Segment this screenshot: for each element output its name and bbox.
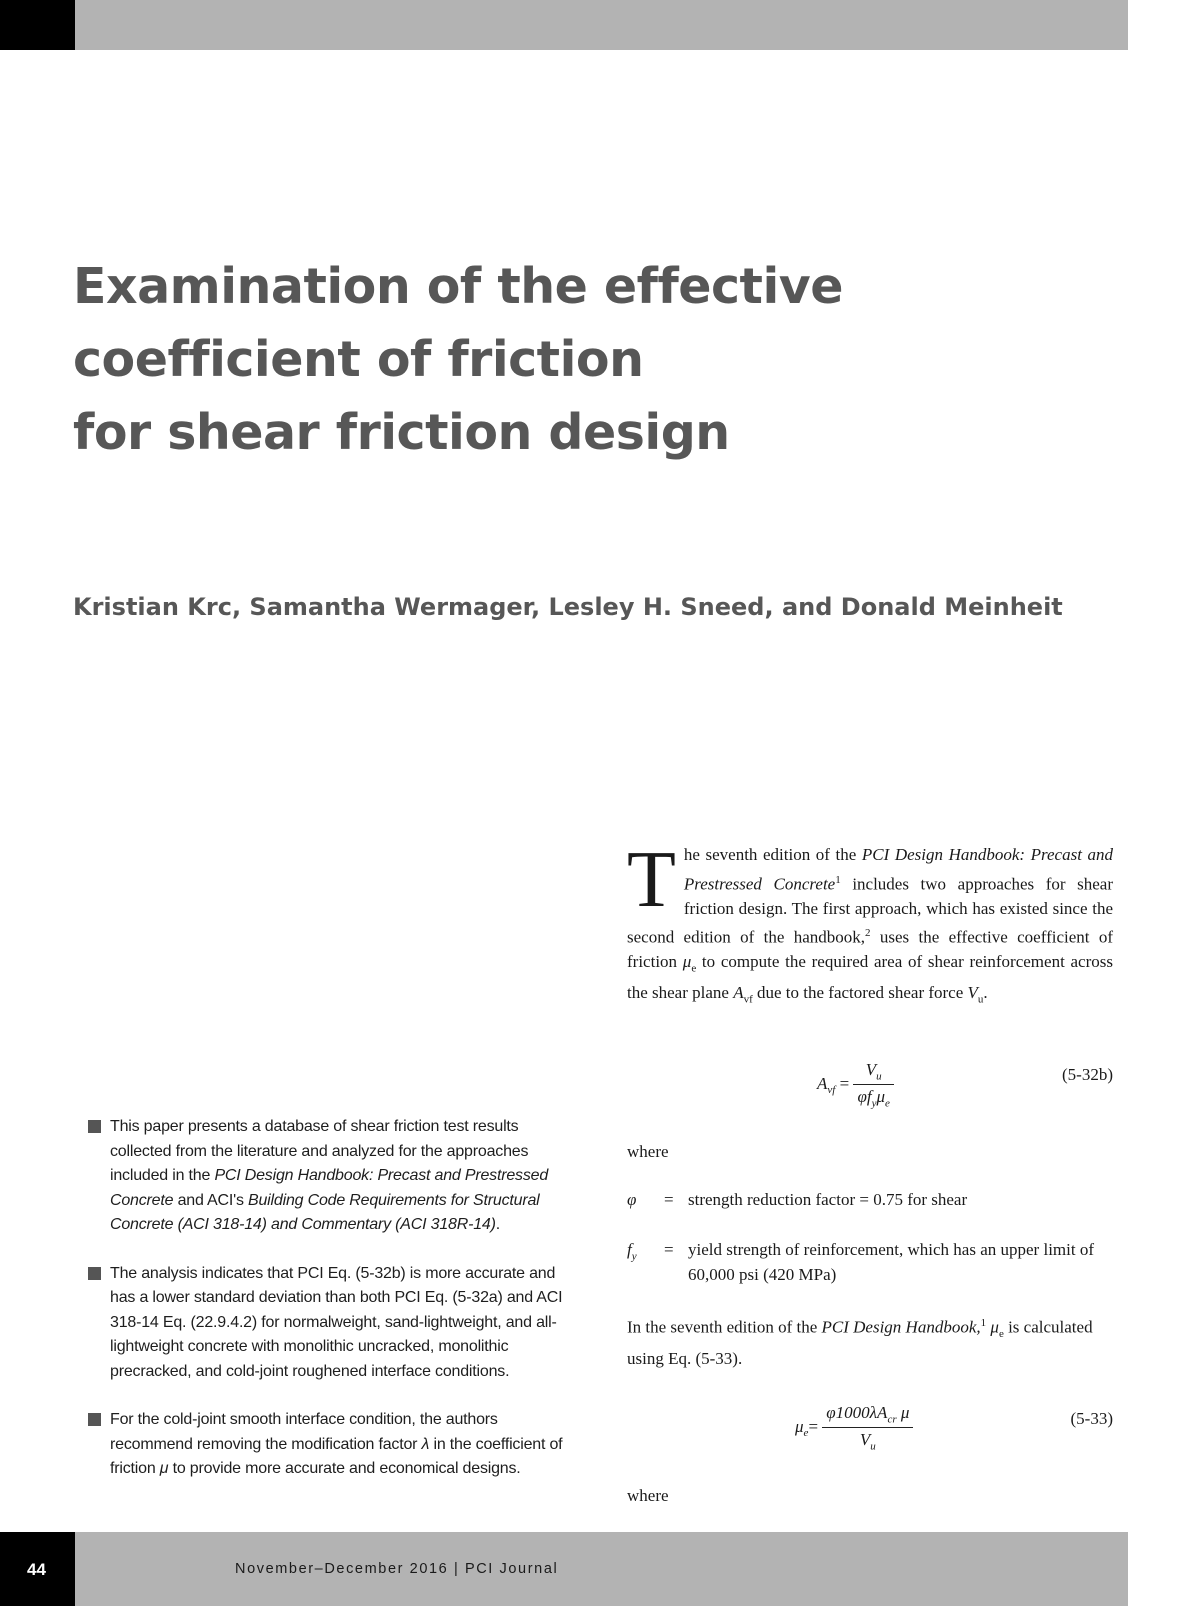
numerator [853, 1060, 893, 1085]
footer-gray-bar [75, 1532, 1128, 1606]
subscript: y [871, 1097, 877, 1110]
footer-page-block [0, 1532, 75, 1606]
highlights-list [88, 1115, 573, 1506]
subscript: u [870, 1440, 876, 1453]
highlight-text: This paper presents a database of shear friction test results collected from the literature and analyzed for the approaches included in the [110, 1118, 529, 1184]
eq-text: φf [857, 1087, 872, 1107]
para-text: In the seventh edition of the [627, 1317, 822, 1337]
equals-sign: = [808, 1416, 819, 1436]
eq-text: V [859, 1430, 871, 1450]
footer-journal-info: November–December 2016 | PCI Journal [235, 1561, 559, 1577]
equation-number: (5-32b) [1062, 1065, 1113, 1084]
intro-text: . [983, 983, 988, 1003]
subscript: u [977, 993, 984, 1006]
handbook-title: PCI Design Handbook: Precast and Prestressed Concrete [110, 1167, 549, 1209]
title-line-1: Examination of the effective [73, 258, 843, 315]
para-text: is calculated using Eq. (5-33). [627, 1317, 1093, 1368]
handbook-title: PCI Design Handbook, [821, 1317, 981, 1337]
header-black-block [0, 0, 75, 50]
highlight-text: and ACI's [173, 1191, 249, 1209]
fraction [822, 1403, 913, 1453]
highlight-text: in the coefficient of friction [110, 1435, 563, 1477]
reference-1: 1 [835, 873, 841, 886]
subscript: e [998, 1328, 1004, 1341]
mu-symbol: μ [990, 1317, 999, 1337]
title-line-3: for shear friction design [73, 404, 730, 461]
equals-sign: = [664, 1190, 674, 1209]
highlight-text: . [495, 1216, 500, 1233]
mu-symbol: μ [159, 1460, 169, 1477]
eq-text: f [627, 1240, 632, 1259]
intro-paragraph [627, 836, 1114, 1012]
eq-lhs: A [817, 1073, 828, 1093]
denominator [822, 1428, 913, 1452]
vu-symbol: V [967, 983, 978, 1003]
eq-text: φ1000λA [826, 1403, 888, 1422]
intro-text: due to the factored shear force [752, 983, 968, 1003]
subscript: y [631, 1250, 637, 1263]
reference-2: 2 [865, 927, 871, 940]
avf-symbol: A [733, 983, 744, 1003]
highlight-item-1 [88, 1115, 573, 1238]
highlight-text: For the cold-joint smooth interface condition, the authors recommend removing the modification factor [110, 1411, 498, 1453]
mu-symbol: μ [682, 952, 692, 972]
intro-text: includes two approaches for shear friction design. The first approach, which has existed since the second edition of the handbook, [627, 874, 1113, 947]
title-line-2: coefficient of friction [73, 331, 644, 388]
paragraph-2 [627, 1311, 1113, 1371]
where-label-2: where [627, 1486, 669, 1505]
highlight-text: to provide more accurate and economical designs. [168, 1460, 521, 1477]
subscript: e [885, 1097, 890, 1110]
eq-lhs: μ [795, 1416, 804, 1436]
subscript: vf [743, 993, 753, 1006]
intro-text: he seventh edition of the [683, 845, 862, 864]
highlight-item-3 [88, 1408, 573, 1482]
eq-text: μ [876, 1087, 886, 1107]
equation-number: (5-33) [1070, 1409, 1113, 1428]
subscript: cr [887, 1413, 897, 1426]
equals-sign: = [839, 1073, 850, 1093]
drop-cap: T [627, 836, 676, 924]
def-description: yield strength of reinforcement, which has an upper limit of 60,000 psi (420 MPa) [688, 1240, 1094, 1284]
denominator [853, 1085, 893, 1109]
definition-phi [627, 1188, 1117, 1218]
aci-code-title: Building Code Requirements for Structural Concrete (ACI 318-14) and Commentary (ACI 318R-14) [110, 1191, 540, 1233]
numerator [822, 1403, 913, 1428]
author-list: Kristian Krc, Samantha Wermager, Lesley H. Sneed, and Donald Meinheit [73, 593, 1063, 621]
page-number: 44 [27, 1560, 46, 1579]
article-title [73, 250, 1153, 469]
def-symbol [627, 1188, 636, 1219]
equals-sign: = [664, 1240, 674, 1259]
handbook-title: PCI Design Handbook: Precast and Prestressed Concrete [683, 845, 1114, 894]
lambda-symbol: λ [421, 1435, 430, 1453]
highlight-item-2 [88, 1262, 573, 1385]
subscript: vf [827, 1084, 836, 1097]
definition-fy [627, 1238, 1117, 1290]
header-gray-bar [75, 0, 1128, 50]
def-description: strength reduction factor = 0.75 for shear [688, 1190, 968, 1209]
subscript: e [691, 962, 697, 975]
eq-text: φ [627, 1190, 637, 1209]
reference-1: 1 [980, 1317, 987, 1329]
highlight-text: The analysis indicates that PCI Eq. (5-32b) is more accurate and has a lower standard deviation than both PCI Eq. (5-32a) and ACI 318-14 Eq. (22.9.4.2) for normalweight, sand-lightweight, and all-lightweight concrete with monolithic uncracked, monolithic precracked, and cold-joint roughened interface conditions. [110, 1264, 563, 1380]
equation-5-32b [627, 1052, 1113, 1108]
eq-text: V [865, 1060, 877, 1079]
fraction [853, 1060, 893, 1110]
subscript: e [803, 1427, 809, 1440]
intro-text: to compute the required area of shear reinforcement across the shear plane [627, 952, 1113, 1003]
def-symbol [627, 1238, 637, 1269]
where-label-1: where [627, 1142, 669, 1161]
subscript: u [876, 1070, 882, 1083]
equation-5-33 [627, 1395, 1113, 1455]
intro-text: uses the effective coefficient of friction [627, 927, 1113, 972]
eq-text: μ [896, 1403, 910, 1422]
